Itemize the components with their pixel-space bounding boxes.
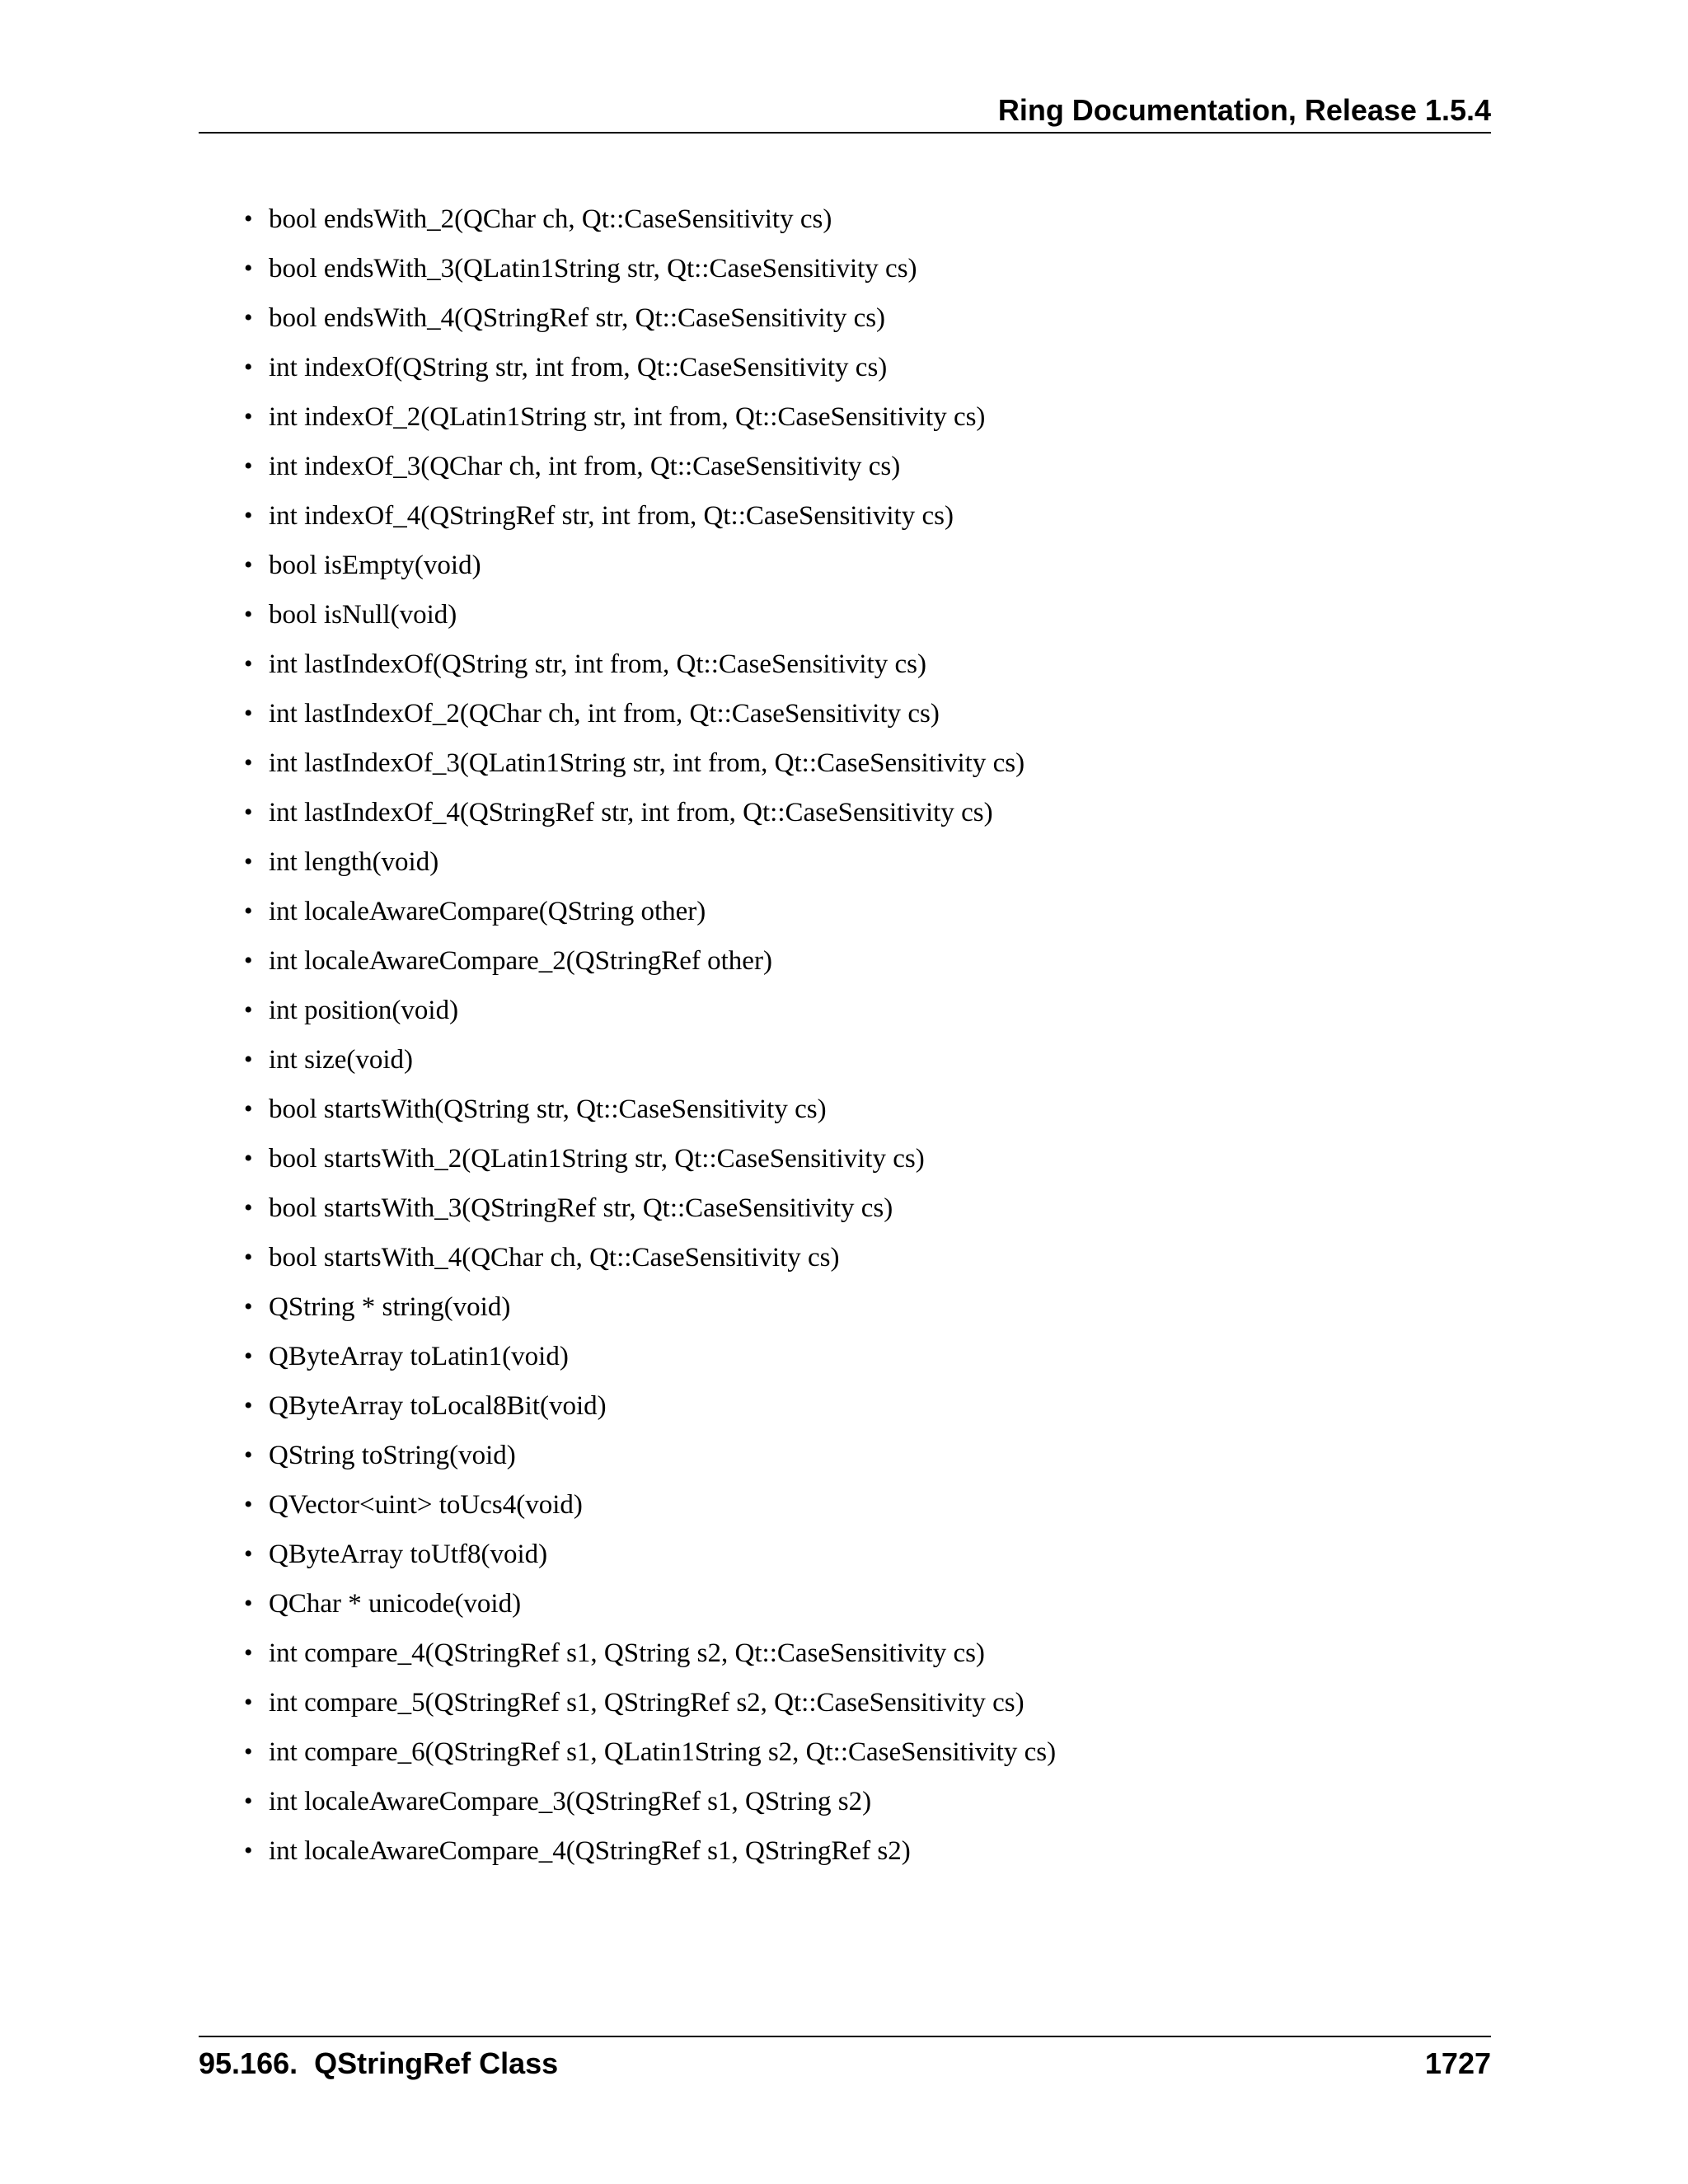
method-signature: QChar * unicode(void) [269,1589,522,1619]
method-signature: int size(void) [269,1045,414,1075]
list-item [241,244,1056,293]
list-item [241,837,1056,887]
method-signature: bool startsWith(QString str, Qt::CaseSensitivity cs) [269,1094,827,1124]
method-signature: int lastIndexOf_4(QStringRef str, int from, Qt::CaseSensitivity cs) [269,798,993,827]
bullet-icon: • [244,502,253,529]
list-item [241,788,1056,837]
list-item [241,1134,1056,1183]
bullet-icon: • [244,601,253,628]
method-signature: int lastIndexOf_3(QLatin1String str, int from, Qt::CaseSensitivity cs) [269,748,1025,778]
method-signature: int indexOf_2(QLatin1String str, int from, Qt::CaseSensitivity cs) [269,402,986,432]
method-signature: QVector<uint> toUcs4(void) [269,1490,583,1520]
method-signature: QByteArray toLocal8Bit(void) [269,1391,607,1421]
bullet-icon: • [244,848,253,875]
method-signature: QString toString(void) [269,1441,516,1470]
bullet-icon: • [244,1689,253,1716]
bullet-icon: • [244,403,253,430]
method-signature: bool startsWith_3(QStringRef str, Qt::CaseSensitivity cs) [269,1193,893,1223]
list-item [241,986,1056,1035]
method-signature: int compare_6(QStringRef s1, QLatin1String s2, Qt::CaseSensitivity cs) [269,1737,1057,1767]
bullet-icon: • [244,1392,253,1419]
page-number: 1727 [1424,2046,1491,2080]
method-signature: int localeAwareCompare_3(QStringRef s1, QString s2) [269,1787,872,1816]
list-item [241,442,1056,491]
method-signature: int compare_5(QStringRef s1, QStringRef s2, Qt::CaseSensitivity cs) [269,1688,1025,1718]
method-signature: int localeAwareCompare_4(QStringRef s1, QStringRef s2) [269,1836,911,1866]
method-signature: bool isEmpty(void) [269,551,481,580]
bullet-icon: • [244,1095,253,1122]
list-item [241,1826,1056,1876]
bullet-icon: • [244,205,253,232]
bullet-icon: • [244,1343,253,1370]
list-item [241,1530,1056,1579]
method-signature: bool endsWith_3(QLatin1String str, Qt::CaseSensitivity cs) [269,254,917,284]
method-signature: int lastIndexOf_2(QChar ch, int from, Qt::CaseSensitivity cs) [269,699,940,729]
bullet-icon: • [244,799,253,826]
method-signature: QByteArray toLatin1(void) [269,1342,569,1371]
list-item [241,1035,1056,1085]
bullet-icon: • [244,354,253,381]
method-signature: QByteArray toUtf8(void) [269,1540,548,1569]
method-signature: int indexOf_3(QChar ch, int from, Qt::CaseSensitivity cs) [269,452,901,481]
bullet-icon: • [244,1837,253,1864]
method-signature: int compare_4(QStringRef s1, QString s2, Qt::CaseSensitivity cs) [269,1638,985,1668]
list-item [241,491,1056,541]
bullet-icon: • [244,1540,253,1568]
document-title: Ring Documentation, Release 1.5.4 [997,93,1491,127]
bullet-icon: • [244,650,253,677]
list-item [241,1085,1056,1134]
list-item [241,1777,1056,1826]
method-signature: bool isNull(void) [269,600,457,630]
method-signature: int indexOf_4(QStringRef str, int from, Qt::CaseSensitivity cs) [269,501,954,531]
method-signature: int localeAwareCompare(QString other) [269,897,706,926]
list-item [241,343,1056,392]
list-item [241,887,1056,936]
list-item [241,1431,1056,1480]
section-title: 95.166. QStringRef Class [199,2046,559,2080]
method-signature: QString * string(void) [269,1292,511,1322]
bullet-icon: • [244,1639,253,1666]
method-signature: bool endsWith_4(QStringRef str, Qt::CaseSensitivity cs) [269,303,886,333]
method-signature: int localeAwareCompare_2(QStringRef other) [269,946,772,976]
method-signature: bool startsWith_4(QChar ch, Qt::CaseSensitivity cs) [269,1243,840,1272]
method-signature: bool startsWith_2(QLatin1String str, Qt::CaseSensitivity cs) [269,1144,925,1174]
list-item [241,590,1056,640]
list-item [241,194,1056,244]
bullet-icon: • [244,898,253,925]
list-item [241,1579,1056,1629]
method-signature: int length(void) [269,847,439,877]
bullet-icon: • [244,947,253,974]
list-item [241,1282,1056,1332]
list-item [241,293,1056,343]
method-signature: bool endsWith_2(QChar ch, Qt::CaseSensitivity cs) [269,204,832,234]
bullet-icon: • [244,1788,253,1815]
bullet-icon: • [244,255,253,282]
list-item [241,936,1056,986]
bullet-icon: • [244,996,253,1024]
bullet-icon: • [244,304,253,331]
list-item [241,738,1056,788]
method-signature: int indexOf(QString str, int from, Qt::CaseSensitivity cs) [269,353,888,382]
bullet-icon: • [244,1145,253,1172]
bullet-icon: • [244,1441,253,1469]
bullet-icon: • [244,1194,253,1221]
method-list [241,194,1056,1876]
bullet-icon: • [244,1491,253,1518]
method-signature: int position(void) [269,996,459,1025]
list-item [241,1727,1056,1777]
page-header [199,89,1491,134]
list-item [241,392,1056,442]
bullet-icon: • [244,1293,253,1320]
method-signature: int lastIndexOf(QString str, int from, Qt::CaseSensitivity cs) [269,649,926,679]
list-item [241,1233,1056,1282]
list-item [241,1480,1056,1530]
list-item [241,640,1056,689]
bullet-icon: • [244,1590,253,1617]
list-item [241,1678,1056,1727]
bullet-icon: • [244,700,253,727]
list-item [241,1381,1056,1431]
list-item [241,1332,1056,1381]
list-item [241,1183,1056,1233]
list-item [241,1629,1056,1678]
bullet-icon: • [244,1046,253,1073]
page-footer [199,2036,1491,2088]
bullet-icon: • [244,1244,253,1271]
bullet-icon: • [244,1738,253,1765]
list-item [241,689,1056,738]
bullet-icon: • [244,452,253,480]
bullet-icon: • [244,749,253,776]
list-item [241,541,1056,590]
bullet-icon: • [244,551,253,579]
